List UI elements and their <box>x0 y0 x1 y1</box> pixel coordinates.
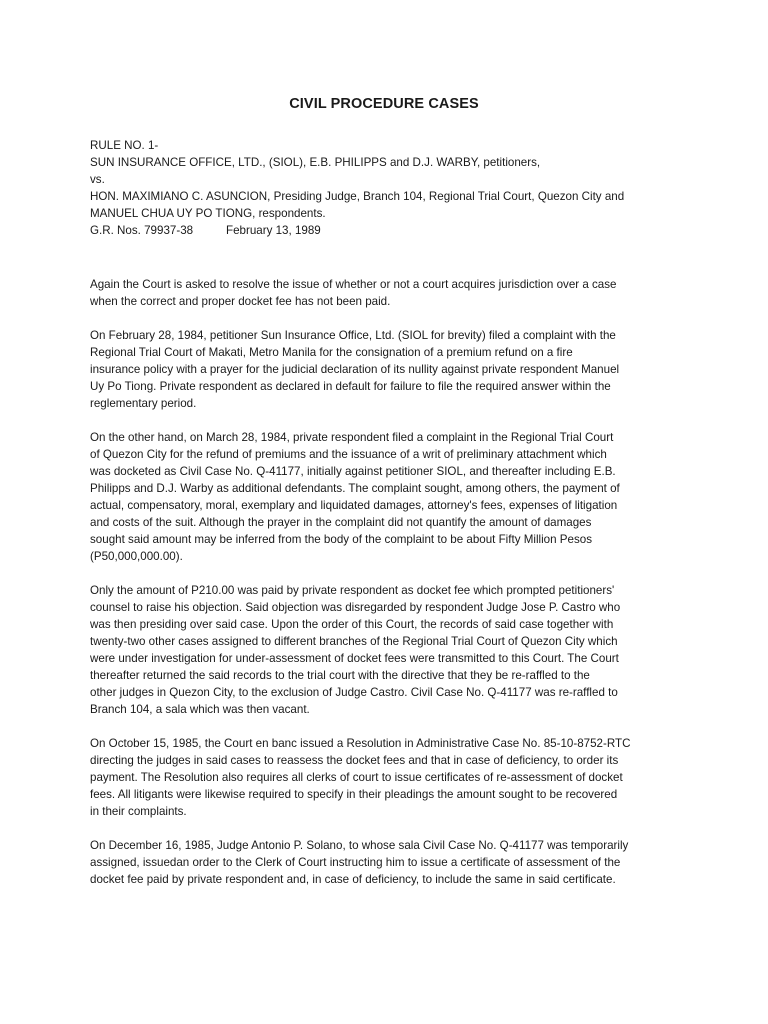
body-paragraph <box>90 429 678 565</box>
versus-line: vs. <box>90 173 105 186</box>
paragraph-line: when the correct and proper docket fee has not been paid. <box>90 295 391 308</box>
body-paragraph <box>90 735 678 820</box>
paragraph-line: twenty-two other cases assigned to different branches of the Regional Trial Court of Quezon City which <box>90 635 618 648</box>
body-paragraph <box>90 582 678 718</box>
paragraph-line: were under investigation for under-assessment of docket fees were transmitted to this Court. The Court <box>90 652 619 665</box>
paragraph-line: other judges in Quezon City, to the exclusion of Judge Castro. Civil Case No. Q-41177 was re-raffled to <box>90 686 618 699</box>
paragraph-line: sought said amount may be inferred from the body of the complaint to be about Fifty Million Pesos <box>90 533 593 546</box>
paragraph-line: assigned, issuedan order to the Clerk of Court instructing him to issue a certificate of assessment of the <box>90 856 621 869</box>
case-reference <box>90 222 690 239</box>
paragraph-line: counsel to raise his objection. Said objection was disregarded by respondent Judge Jose P. Castro who <box>90 601 621 614</box>
body-paragraph <box>90 276 678 310</box>
paragraph-line: Branch 104, a sala which was then vacant. <box>90 703 310 716</box>
rule-number: RULE NO. 1- <box>90 139 159 152</box>
paragraph-line: and costs of the suit. Although the prayer in the complaint did not quantify the amount of damages <box>90 516 592 529</box>
paragraph-line: On February 28, 1984, petitioner Sun Insurance Office, Ltd. (SIOL for brevity) filed a complaint with the <box>90 329 616 342</box>
paragraph-line: actual, compensatory, moral, exemplary and liquidated damages, attorney's fees, expenses of litigation <box>90 499 618 512</box>
paragraph-line: Uy Po Tiong. Private respondent as declared in default for failure to file the required answer within the <box>90 380 611 393</box>
decision-date: February 13, 1989 <box>226 224 321 237</box>
paragraph-line: in their complaints. <box>90 805 187 818</box>
paragraph-line: On October 15, 1985, the Court en banc issued a Resolution in Administrative Case No. 85-10-8752-RTC <box>90 737 631 750</box>
paragraph-line: payment. The Resolution also requires all clerks of court to issue certificates of re-assessment of docket <box>90 771 623 784</box>
paragraph-line: Philipps and D.J. Warby as additional defendants. The complaint sought, among others, the payment of <box>90 482 620 495</box>
respondents-line-1: HON. MAXIMIANO C. ASUNCION, Presiding Judge, Branch 104, Regional Trial Court, Quezon City and <box>90 190 625 203</box>
case-header <box>90 137 690 239</box>
paragraph-line: of Quezon City for the refund of premiums and the issuance of a writ of preliminary attachment which <box>90 448 607 461</box>
petitioners-line: SUN INSURANCE OFFICE, LTD., (SIOL), E.B. PHILIPPS and D.J. WARBY, petitioners, <box>90 156 541 169</box>
gr-numbers: G.R. Nos. 79937-38 <box>90 224 194 237</box>
paragraph-line: Regional Trial Court of Makati, Metro Manila for the consignation of a premium refund on a fire <box>90 346 573 359</box>
respondents-line-2: MANUEL CHUA UY PO TIONG, respondents. <box>90 207 326 220</box>
paragraph-line: Again the Court is asked to resolve the issue of whether or not a court acquires jurisdiction over a case <box>90 278 617 291</box>
paragraph-line: was then presiding over said case. Upon the order of this Court, the records of said case together with <box>90 618 614 631</box>
paragraph-line: insurance policy with a prayer for the judicial declaration of its nullity against private respondent Manuel <box>90 363 620 376</box>
paragraph-line: reglementary period. <box>90 397 197 410</box>
paragraph-line: thereafter returned the said records to the trial court with the directive that they be re-raffled to the <box>90 669 590 682</box>
paragraph-line: was docketed as Civil Case No. Q-41177, initially against petitioner SIOL, and thereafter including E.B. <box>90 465 616 478</box>
paragraph-line: On the other hand, on March 28, 1984, private respondent filed a complaint in the Regional Trial Court <box>90 431 614 444</box>
paragraph-line: docket fee paid by private respondent and, in case of deficiency, to include the same in said certificate. <box>90 873 616 886</box>
paragraph-line: directing the judges in said cases to reassess the docket fees and that in case of deficiency, to order its <box>90 754 619 767</box>
paragraph-line: fees. All litigants were likewise required to specify in their pleadings the amount sought to be recovered <box>90 788 618 801</box>
paragraph-line: Only the amount of P210.00 was paid by private respondent as docket fee which prompted petitioners' <box>90 584 615 597</box>
document-body <box>90 276 678 905</box>
body-paragraph <box>90 327 678 412</box>
body-paragraph <box>90 837 678 888</box>
document-title: CIVIL PROCEDURE CASES <box>289 96 479 112</box>
paragraph-line: On December 16, 1985, Judge Antonio P. Solano, to whose sala Civil Case No. Q-41177 was temporarily <box>90 839 629 852</box>
paragraph-line: (P50,000,000.00). <box>90 550 183 563</box>
